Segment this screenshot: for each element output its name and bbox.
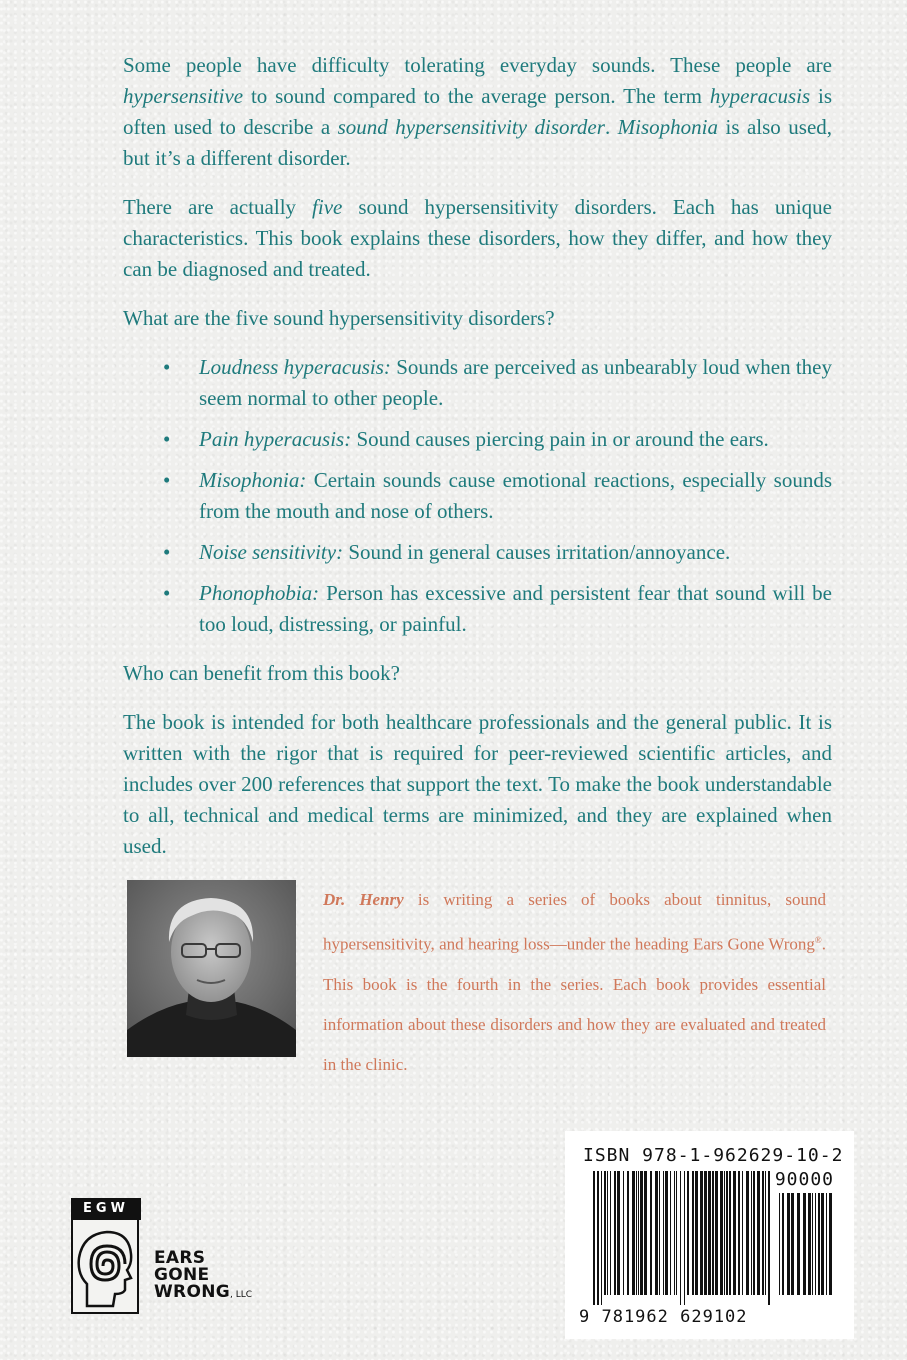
- bullet-icon: •: [163, 468, 171, 492]
- bullet-icon: •: [163, 540, 171, 564]
- disorder-item: [123, 578, 832, 640]
- barcode-bar: [627, 1171, 629, 1295]
- barcode-bar: [753, 1171, 755, 1295]
- registered-mark: ®: [814, 935, 822, 945]
- p2-run: five: [312, 195, 343, 219]
- barcode-bar: [757, 1171, 760, 1295]
- barcode-bar: [687, 1171, 689, 1295]
- barcode-bar: [782, 1193, 784, 1295]
- bullet-icon: •: [163, 581, 171, 605]
- barcode-bar: [762, 1171, 764, 1295]
- barcode-bar: [791, 1193, 794, 1295]
- barcode-bar: [715, 1171, 718, 1295]
- ean-barcode-bars: [593, 1171, 773, 1305]
- p1-run: to sound compared to the average person. The term: [243, 84, 710, 108]
- barcode-bar: [746, 1171, 749, 1295]
- barcode-bar: [720, 1171, 723, 1295]
- logo-wordmark: [154, 1250, 252, 1304]
- barcode-bar: [726, 1171, 728, 1295]
- bullet-icon: •: [163, 427, 171, 451]
- barcode-bar: [610, 1171, 611, 1295]
- disorder-description: Sound in general causes irritation/annoyance.: [343, 540, 731, 564]
- disorder-term: Loudness hyperacusis:: [199, 355, 391, 379]
- barcode-bar: [644, 1171, 647, 1295]
- p2-run: sound hypersensitivity disorders. Each has unique characteristics. This book explains these disorders, how they differ, and how they can be diagnosed and treated.: [123, 195, 832, 281]
- barcode-bar: [738, 1171, 740, 1295]
- barcode-bar: [787, 1193, 790, 1295]
- barcode-bar: [674, 1171, 675, 1295]
- barcode-bar: [692, 1171, 694, 1295]
- disorder-description: Certain sounds cause emotional reactions, especially sounds from the mouth and nose of others.: [199, 468, 832, 523]
- barcode-bar: [636, 1171, 637, 1295]
- p1-run: hypersensitive: [123, 84, 244, 108]
- author-photo: [127, 880, 296, 1057]
- disorder-description: Sound causes piercing pain in or around the ears.: [351, 427, 769, 451]
- barcode-bar: [617, 1171, 620, 1295]
- ean-digits: 9 781962 629102: [579, 1307, 748, 1327]
- logo-abbrev: EGW: [71, 1198, 141, 1220]
- p1-run: .: [604, 115, 618, 139]
- barcode-bar: [695, 1171, 698, 1295]
- barcode-bar: [768, 1171, 770, 1305]
- p1-run: hyperacusis: [709, 84, 811, 108]
- disorder-term: Pain hyperacusis:: [199, 427, 352, 451]
- disorder-term: Misophonia:: [199, 468, 307, 492]
- barcode-bar: [779, 1193, 780, 1295]
- barcode-bar: [818, 1193, 820, 1295]
- disorder-item: [123, 352, 832, 414]
- barcode-bar: [812, 1193, 813, 1295]
- barcode-bar: [670, 1171, 671, 1295]
- bullet-icon: •: [163, 355, 171, 379]
- disorder-item: [123, 465, 832, 527]
- p1-run: sound hypersensitivity disorder: [337, 115, 605, 139]
- logo-word-gone: GONE: [154, 1265, 210, 1285]
- isbn-label: ISBN 978-1-962629-10-2: [583, 1145, 844, 1166]
- back-cover-copy: [123, 50, 832, 880]
- barcode-bar: [638, 1171, 639, 1295]
- barcode-bar: [700, 1171, 703, 1295]
- audience-paragraph: The book is intended for both healthcare professionals and the general public. It is written with the rigor that is required for peer-reviewed scientific articles, and includes over 200 references that support the text. To make the book understandable to all, technical and medical terms are minimized, and they are explained when used.: [123, 710, 832, 858]
- audience-question: Who can benefit from this book?: [123, 661, 400, 685]
- author-portrait-image: [127, 880, 296, 1057]
- disorders-list: [123, 352, 832, 640]
- author-section: [127, 880, 833, 1074]
- barcode-bar: [821, 1193, 824, 1295]
- barcode-bar: [607, 1171, 608, 1295]
- barcode-bar: [808, 1193, 811, 1295]
- p1-run: Misophonia: [617, 115, 719, 139]
- barcode-bar: [733, 1171, 736, 1295]
- barcode-bar: [655, 1171, 658, 1295]
- barcode-bar: [601, 1171, 602, 1305]
- p1-run: is also used, but it’s a different disorder.: [123, 115, 833, 170]
- intro-paragraph-2: [123, 192, 832, 285]
- addon-code: 90000: [774, 1169, 834, 1190]
- disorders-question: What are the five sound hypersensitivity disorders?: [123, 306, 555, 330]
- barcode-bar: [765, 1171, 766, 1295]
- barcode-bar: [708, 1171, 711, 1295]
- disorder-description: Sounds are perceived as unbearably loud when they seem normal to other people.: [199, 355, 833, 410]
- barcode-bar: [797, 1193, 800, 1295]
- barcode-bar: [815, 1193, 816, 1295]
- author-bio: [323, 880, 826, 1085]
- barcode-bar: [803, 1193, 806, 1295]
- disorder-item: [123, 537, 832, 568]
- barcode-bar: [665, 1171, 668, 1295]
- disorder-term: Phonophobia:: [199, 581, 320, 605]
- barcode-bar: [712, 1171, 714, 1295]
- barcode-bar: [650, 1171, 652, 1295]
- barcode-bar: [729, 1171, 731, 1295]
- barcode-bar: [742, 1171, 743, 1295]
- barcode-bar: [663, 1171, 664, 1295]
- barcode-bar: [604, 1171, 606, 1295]
- author-name: Dr. Henry: [323, 890, 404, 909]
- barcode-bar: [632, 1171, 635, 1295]
- logo-word-wrong: WRONG: [154, 1282, 230, 1302]
- barcode-bar: [826, 1193, 827, 1295]
- barcode-bar: [676, 1171, 677, 1295]
- p1-run: Some people have difficulty tolerating everyday sounds. These people are: [123, 53, 832, 77]
- intro-paragraph-1: [123, 50, 832, 174]
- barcode-bar: [659, 1171, 660, 1295]
- barcode-bar: [640, 1171, 643, 1295]
- barcode-bar: [684, 1171, 685, 1305]
- author-bio-text-1: is writing a series of books about tinnitus, sound hypersensitivity, and hearing loss—under the heading Ears Gone Wrong: [323, 890, 826, 954]
- isbn-barcode: [565, 1131, 854, 1339]
- barcode-bar: [704, 1171, 707, 1295]
- disorder-description: Person has excessive and persistent fear that sound will be too loud, distressing, or painful.: [199, 581, 832, 636]
- barcode-bar: [829, 1193, 832, 1295]
- author-bio-text-2: . This book is the fourth in the series. Each book provides essential information about these disorders and how they are evaluated and treated in the clinic.: [323, 934, 826, 1074]
- addon-barcode-bars: [779, 1193, 837, 1305]
- logo-llc: , LLC: [229, 1290, 253, 1300]
- barcode-bar: [614, 1171, 616, 1295]
- disorder-item: [123, 424, 832, 455]
- p1-run: is often used to describe a: [123, 84, 832, 139]
- ears-gone-wrong-logo: [70, 1198, 290, 1318]
- disorder-term: Noise sensitivity:: [199, 540, 344, 564]
- p2-run: There are actually: [123, 195, 313, 219]
- logo-word-ears: EARS: [154, 1248, 206, 1268]
- barcode-bar: [724, 1171, 725, 1295]
- barcode-bar: [623, 1171, 624, 1295]
- barcode-bar: [597, 1171, 599, 1305]
- barcode-bar: [593, 1171, 595, 1305]
- logo-head-icon: [71, 1218, 139, 1314]
- barcode-bar: [680, 1171, 681, 1305]
- barcode-bar: [751, 1171, 752, 1295]
